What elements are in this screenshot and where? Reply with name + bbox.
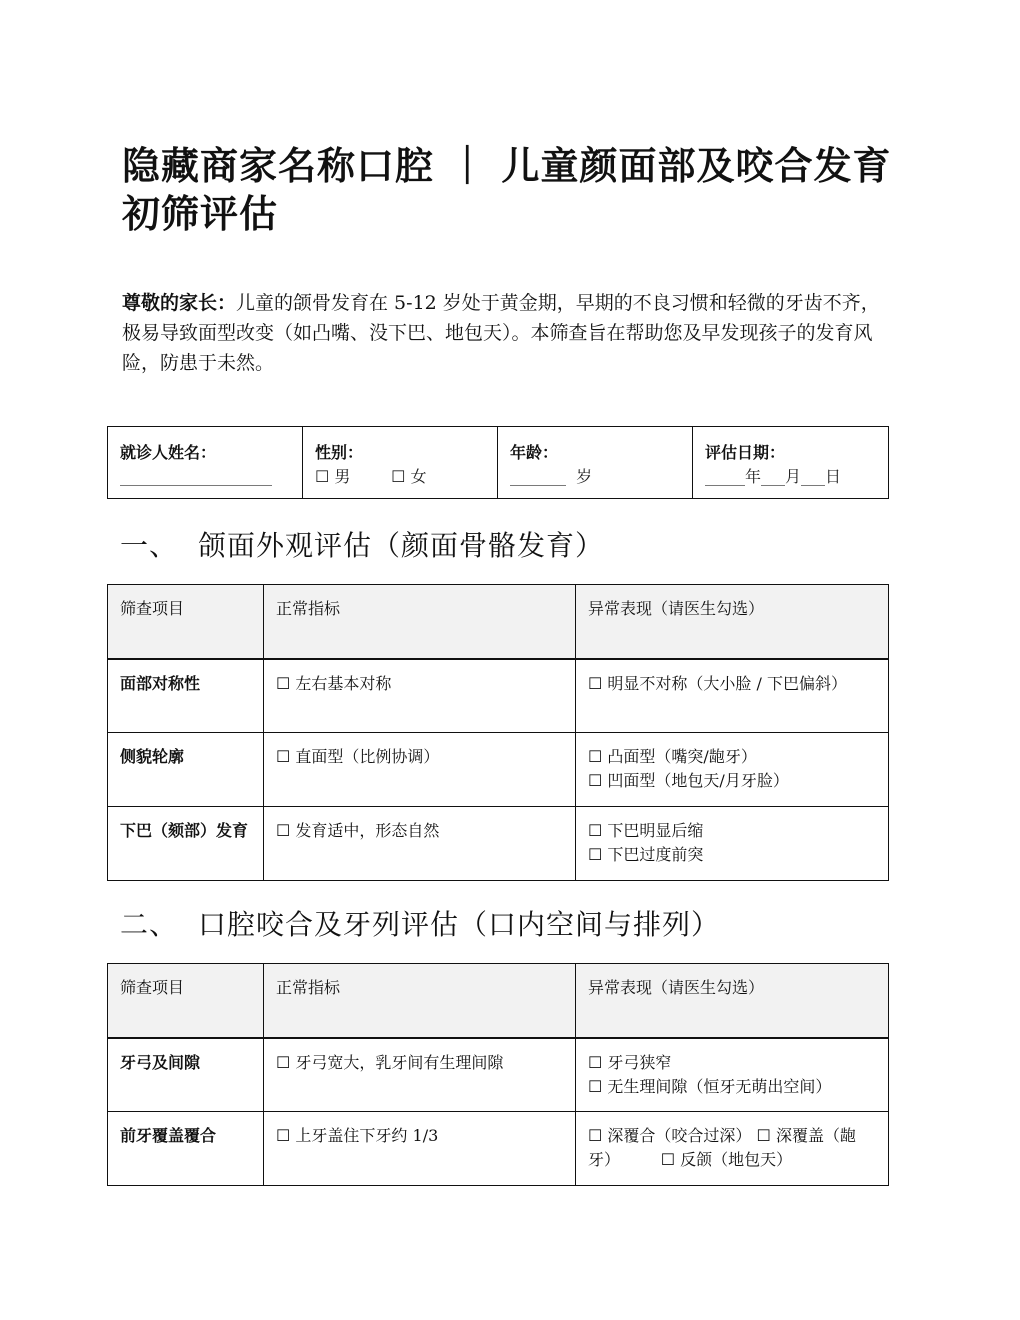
table-header-row xyxy=(108,585,889,659)
header-abnormal: 异常表现（请医生勾选） xyxy=(576,585,889,659)
gender-cell[interactable] xyxy=(303,427,498,499)
table-row xyxy=(108,659,889,733)
normal-checkbox[interactable]: ☐ 发育适中，形态自然 xyxy=(264,807,576,881)
abnormal-checkbox[interactable]: ☐ 牙弓狭窄 xyxy=(588,1052,672,1072)
table-row xyxy=(108,733,889,807)
gender-label: 性别： xyxy=(315,443,364,462)
age-label: 年龄： xyxy=(510,443,559,462)
abnormal-checkbox[interactable]: ☐ 明显不对称（大小脸 / 下巴偏斜） xyxy=(588,673,847,693)
table-row xyxy=(108,1112,889,1186)
row-item: 下巴（颏部）发育 xyxy=(108,807,264,881)
name-label: 就诊人姓名： xyxy=(120,443,217,462)
normal-checkbox[interactable]: ☐ 牙弓宽大，乳牙间有生理间隙 xyxy=(264,1038,576,1112)
name-cell[interactable] xyxy=(108,427,303,499)
row-item: 牙弓及间隙 xyxy=(108,1038,264,1112)
patient-info-table xyxy=(107,426,889,499)
normal-checkbox[interactable]: ☐ 左右基本对称 xyxy=(264,659,576,733)
section2-title: 口腔咬合及牙列评估（口内空间与排列） xyxy=(198,908,721,941)
abnormal-cell xyxy=(576,807,889,881)
abnormal-cell xyxy=(576,1038,889,1112)
intro-body: 儿童的颌骨发育在 5-12 岁处于黄金期，早期的不良习惯和轻微的牙齿不齐，极易导致面型改变（如凸嘴、没下巴、地包天）。本筛查旨在帮助您及早发现孩子的发育风险，防患于未然。 xyxy=(122,292,880,374)
section2-heading xyxy=(120,907,720,943)
normal-checkbox[interactable]: ☐ 直面型（比例协调） xyxy=(264,733,576,807)
intro-paragraph xyxy=(122,288,892,378)
date-label: 评估日期： xyxy=(705,443,786,462)
abnormal-checkbox[interactable]: ☐ 凹面型（地包天/月牙脸） xyxy=(588,771,789,790)
gender-checkboxes[interactable]: ☐ 男 ☐ 女 xyxy=(315,467,427,486)
row-item: 侧貌轮廓 xyxy=(108,733,264,807)
header-abnormal: 异常表现（请医生勾选） xyxy=(576,964,889,1038)
section2-number: 二、 xyxy=(120,908,179,941)
age-field[interactable]: _______ 岁 xyxy=(510,467,593,486)
abnormal-cell xyxy=(576,1112,889,1186)
abnormal-cell xyxy=(576,659,889,733)
header-normal: 正常指标 xyxy=(264,585,576,659)
table-header-row xyxy=(108,964,889,1038)
abnormal-checkbox[interactable]: ☐ 下巴过度前突 xyxy=(588,845,704,864)
abnormal-checkbox[interactable]: ☐ 下巴明显后缩 xyxy=(588,821,704,840)
table-row xyxy=(108,1038,889,1112)
section1-heading xyxy=(120,528,604,564)
normal-checkbox[interactable]: ☐ 上牙盖住下牙约 1/3 xyxy=(264,1112,576,1186)
section1-title: 颌面外观评估（颜面骨骼发育） xyxy=(198,529,605,562)
row-item: 面部对称性 xyxy=(108,659,264,733)
header-normal: 正常指标 xyxy=(264,964,576,1038)
age-cell[interactable] xyxy=(498,427,693,499)
date-cell[interactable] xyxy=(693,427,889,499)
abnormal-cell xyxy=(576,733,889,807)
intro-greeting: 尊敬的家长： xyxy=(122,292,237,314)
abnormal-checkbox[interactable]: ☐ 凸面型（嘴突/龅牙） xyxy=(588,747,757,766)
page-title: 隐藏商家名称口腔 ｜ 儿童颜面部及咬合发育初筛评估 xyxy=(122,144,892,236)
table-row xyxy=(108,807,889,881)
header-item: 筛查项目 xyxy=(108,964,264,1038)
abnormal-checkbox[interactable]: ☐ 无生理间隙（恒牙无萌出空间） xyxy=(588,1076,832,1096)
row-item: 前牙覆盖覆合 xyxy=(108,1112,264,1186)
date-field[interactable]: _____年___月___日 xyxy=(705,467,842,486)
abnormal-checkbox[interactable]: ☐ 深覆合（咬合过深） ☐ 深覆盖（龅牙） ☐ 反颌（地包天） xyxy=(588,1126,856,1169)
section1-number: 一、 xyxy=(120,529,179,562)
occlusion-assessment-table xyxy=(107,963,889,1186)
facial-assessment-table xyxy=(107,584,889,881)
name-field[interactable]: ___________________ xyxy=(120,467,272,486)
header-item: 筛查项目 xyxy=(108,585,264,659)
